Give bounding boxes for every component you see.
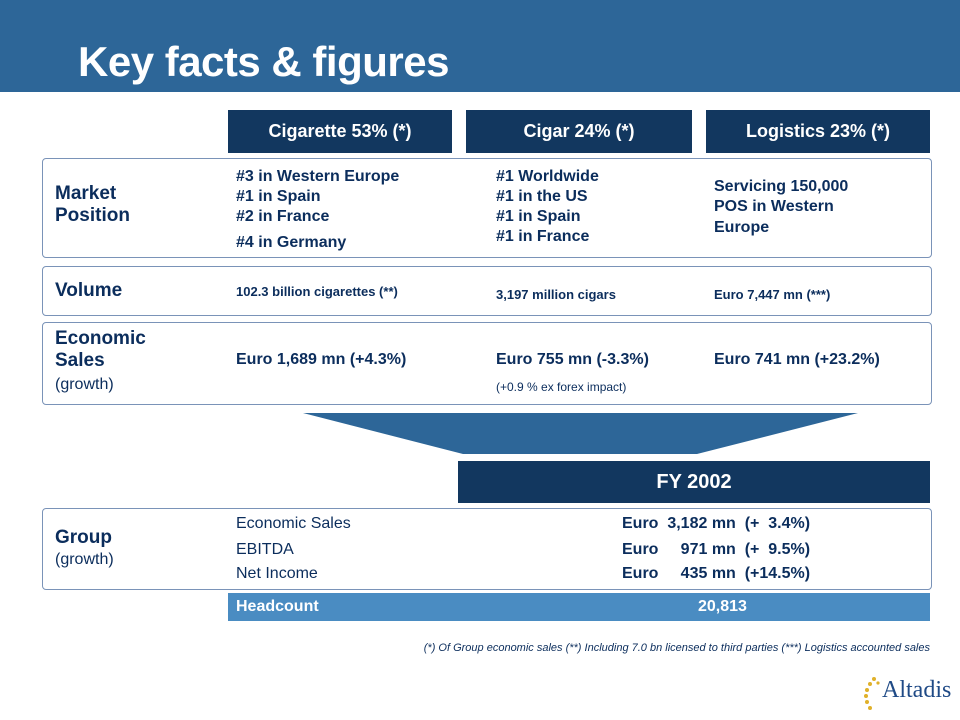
market-cigar-line: #1 in the US <box>496 188 588 205</box>
funnel-shape <box>303 413 858 454</box>
group-metric: EBITDA <box>236 541 294 558</box>
group-value: Euro 971 mn (+ 9.5%) <box>622 541 811 558</box>
column-header-cigarette: Cigarette 53% (*) <box>228 110 452 153</box>
headcount-bar <box>228 593 930 621</box>
headcount-label: Headcount <box>236 598 319 615</box>
economic-sales-cigar: Euro 755 mn (-3.3%) <box>496 351 649 368</box>
group-metric: Net Income <box>236 565 318 582</box>
market-logistics-line: POS in Western <box>714 198 834 215</box>
column-header-cigar: Cigar 24% (*) <box>466 110 692 153</box>
market-cigarette-line: #3 in Western Europe <box>236 168 400 185</box>
economic-sales-logistics: Euro 741 mn (+23.2%) <box>714 351 880 368</box>
group-label: Group <box>55 527 112 548</box>
market-position-label-line1: Market <box>55 183 117 204</box>
volume-logistics: Euro 7,447 mn (***) <box>714 287 831 302</box>
fy-header: FY 2002 <box>458 461 930 503</box>
market-cigarette-line: #4 in Germany <box>236 234 347 251</box>
market-logistics-line: Europe <box>714 219 770 236</box>
page-title: Key facts & figures <box>78 38 449 85</box>
headcount-value: 20,813 <box>698 598 747 615</box>
logo-text: Altadis <box>882 677 952 703</box>
volume-cigar: 3,197 million cigars <box>496 287 616 302</box>
market-logistics-line: Servicing 150,000 <box>714 178 849 195</box>
market-position-label-line2: Position <box>55 205 130 226</box>
group-growth-label: (growth) <box>55 551 114 568</box>
volume-cigarette: 102.3 billion cigarettes (**) <box>236 284 398 299</box>
group-metric: Economic Sales <box>236 515 351 532</box>
group-value: Euro 435 mn (+14.5%) <box>622 565 811 582</box>
economic-sales-growth-label: (growth) <box>55 376 114 393</box>
market-cigarette-line: #1 in Spain <box>236 188 321 205</box>
economic-sales-cigarette: Euro 1,689 mn (+4.3%) <box>236 351 407 368</box>
economic-sales-label-line1: Economic <box>55 328 146 349</box>
group-value: Euro 3,182 mn (+ 3.4%) <box>622 515 811 532</box>
economic-sales-label-line2: Sales <box>55 350 105 371</box>
footnote: (*) Of Group economic sales (**) Including 7.0 bn licensed to third parties (***) Logistics accounted sales <box>423 642 930 654</box>
economic-sales-cigar-note: (+0.9 % ex forex impact) <box>496 380 627 394</box>
market-cigar-line: #1 Worldwide <box>496 168 599 185</box>
volume-label: Volume <box>55 280 123 301</box>
market-cigarette-line: #2 in France <box>236 208 330 225</box>
market-cigar-line: #1 in Spain <box>496 208 581 225</box>
market-cigar-line: #1 in France <box>496 228 590 245</box>
column-header-logistics: Logistics 23% (*) <box>706 110 930 153</box>
